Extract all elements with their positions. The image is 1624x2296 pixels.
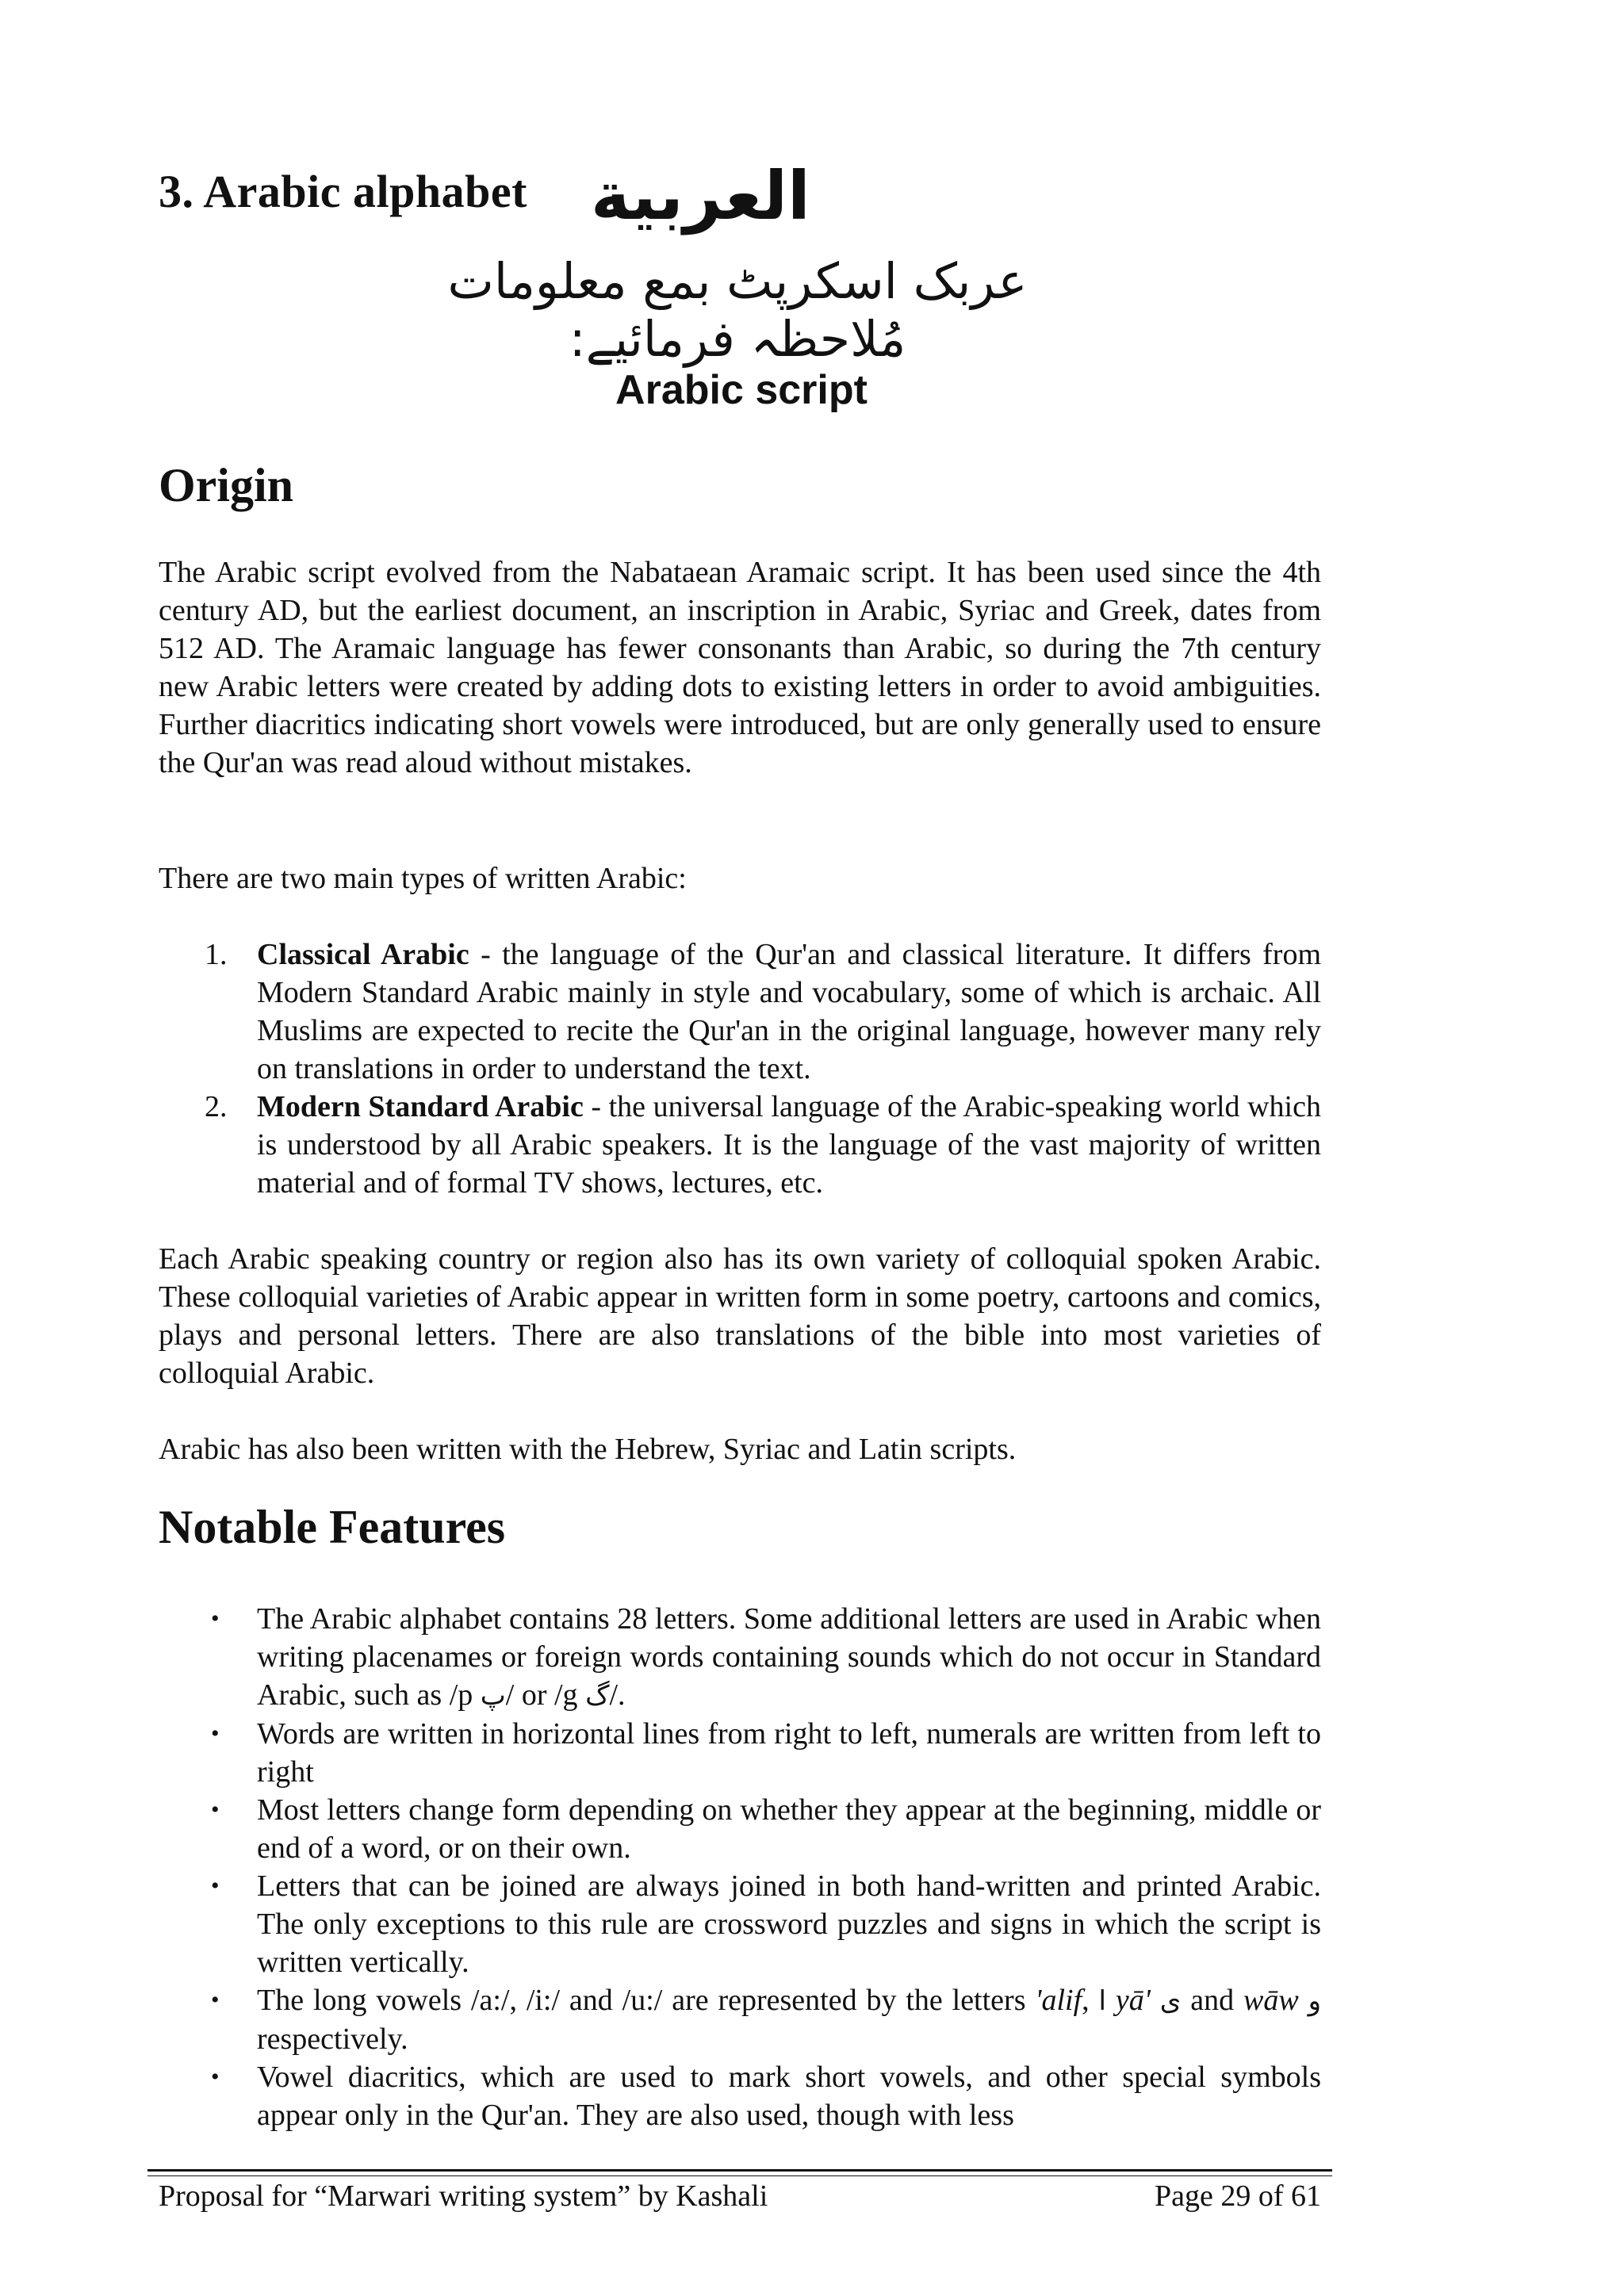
page-number: Page 29 of 61: [1154, 2179, 1321, 2213]
arabic-letter-ya: ى: [1159, 1985, 1182, 2017]
features-list: [159, 1600, 1321, 2134]
type-description: - the universal language of the Arabic-speaking world which is understood by all Arabic speakers. It is the language of the vast majority of written material and of formal TV shows, lectures, etc.: [257, 1090, 1321, 1200]
types-list: [159, 936, 1321, 1202]
arabic-letter-g: گ: [585, 1680, 610, 1712]
list-item: • Vowel diacritics, which are used to mark short vowels, and other special symbols appear only in the Qur'an. They are also used, though with less: [159, 2058, 1321, 2134]
arabic-heading: العربية: [591, 157, 810, 235]
origin-paragraph: [159, 553, 1321, 782]
urdu-subtitle: عربک اسکرپٹ بمع معلومات مُلاحظہ فرمائیے:: [447, 252, 1028, 368]
bullet-icon: •: [211, 1987, 220, 2013]
script-title: Arabic script: [615, 367, 868, 413]
arabic-letter-waw: و: [1308, 1985, 1321, 2017]
colloquial-paragraph: [159, 1240, 1321, 1392]
type-term: Classical Arabic: [257, 938, 469, 971]
list-item: • Words are written in horizontal lines from right to left, numerals are written from left to right: [159, 1715, 1321, 1791]
list-item: • The long vowels /a:/, /i:/ and /u:/ are represented by the letters 'alif, ا yā' ى and wāw و respectively.: [159, 1981, 1321, 2058]
bullet-icon: •: [211, 1720, 220, 1747]
types-intro: [159, 859, 1321, 897]
arabic-letter-alif: ا: [1098, 1985, 1106, 2017]
list-item: • The Arabic alphabet contains 28 letters. Some additional letters are used in Arabic when writing placenames or foreign words containing sounds which do not occur in Standard Arabic, such as /p پ/ or /g گ/.: [159, 1600, 1321, 1715]
other-scripts-paragraph: [159, 1430, 1321, 1468]
list-number: 2.: [205, 1090, 228, 1123]
colloquial-text: Each Arabic speaking country or region also has its own variety of colloquial spoken Arabic. These colloquial varieties of Arabic appear in written form in some poetry, cartoons and comics, plays and personal letters. There are also translations of the bible into most varieties of colloquial Arabic.: [159, 1242, 1321, 1390]
features-heading: Notable Features: [159, 1501, 506, 1553]
other-scripts-text: Arabic has also been written with the Hebrew, Syriac and Latin scripts.: [159, 1433, 1017, 1466]
bullet-icon: •: [211, 2064, 220, 2090]
origin-text: The Arabic script evolved from the Nabataean Aramaic script. It has been used since the 4th century AD, but the earliest document, an inscription in Arabic, Syriac and Greek, dates from 512 AD. The Aramaic language has fewer consonants than Arabic, so during the 7th century new Arabic letters were created by adding dots to existing letters in order to avoid ambiguities. Further diacritics indicating short vowels were introduced, but are only generally used to ensure the Qur'an was read aloud without mistakes.: [159, 556, 1321, 779]
origin-heading: Origin: [159, 459, 294, 511]
bullet-icon: •: [211, 1605, 220, 1632]
footer-divider-thin: [147, 2175, 1332, 2176]
bullet-icon: •: [211, 1873, 220, 1899]
list-item: • Letters that can be joined are always joined in both hand-written and printed Arabic. The only exceptions to this rule are crossword puzzles and signs in which the script is written vertically.: [159, 1867, 1321, 1981]
bullet-icon: •: [211, 1797, 220, 1823]
types-intro-text: There are two main types of written Arabic:: [159, 862, 687, 895]
footer-title: Proposal for “Marwari writing system” by Kashali: [159, 2179, 768, 2213]
arabic-letter-p: پ: [480, 1680, 506, 1712]
list-item: [159, 1088, 1321, 1202]
chapter-heading: [159, 157, 1348, 244]
footer-divider: [147, 2169, 1332, 2172]
list-item: • Most letters change form depending on whether they appear at the beginning, middle or end of a word, or on their own.: [159, 1791, 1321, 1867]
type-term: Modern Standard Arabic: [257, 1090, 584, 1123]
type-description: - the language of the Qur'an and classical literature. It differs from Modern Standard Arabic mainly in style and vocabulary, some of which is archaic. All Muslims are expected to recite the Qur'an in the original language, however many rely on translations in order to understand the text.: [257, 938, 1322, 1085]
chapter-title: 3. Arabic alphabet: [159, 166, 527, 217]
list-item: [159, 936, 1321, 1088]
list-number: 1.: [205, 938, 228, 971]
